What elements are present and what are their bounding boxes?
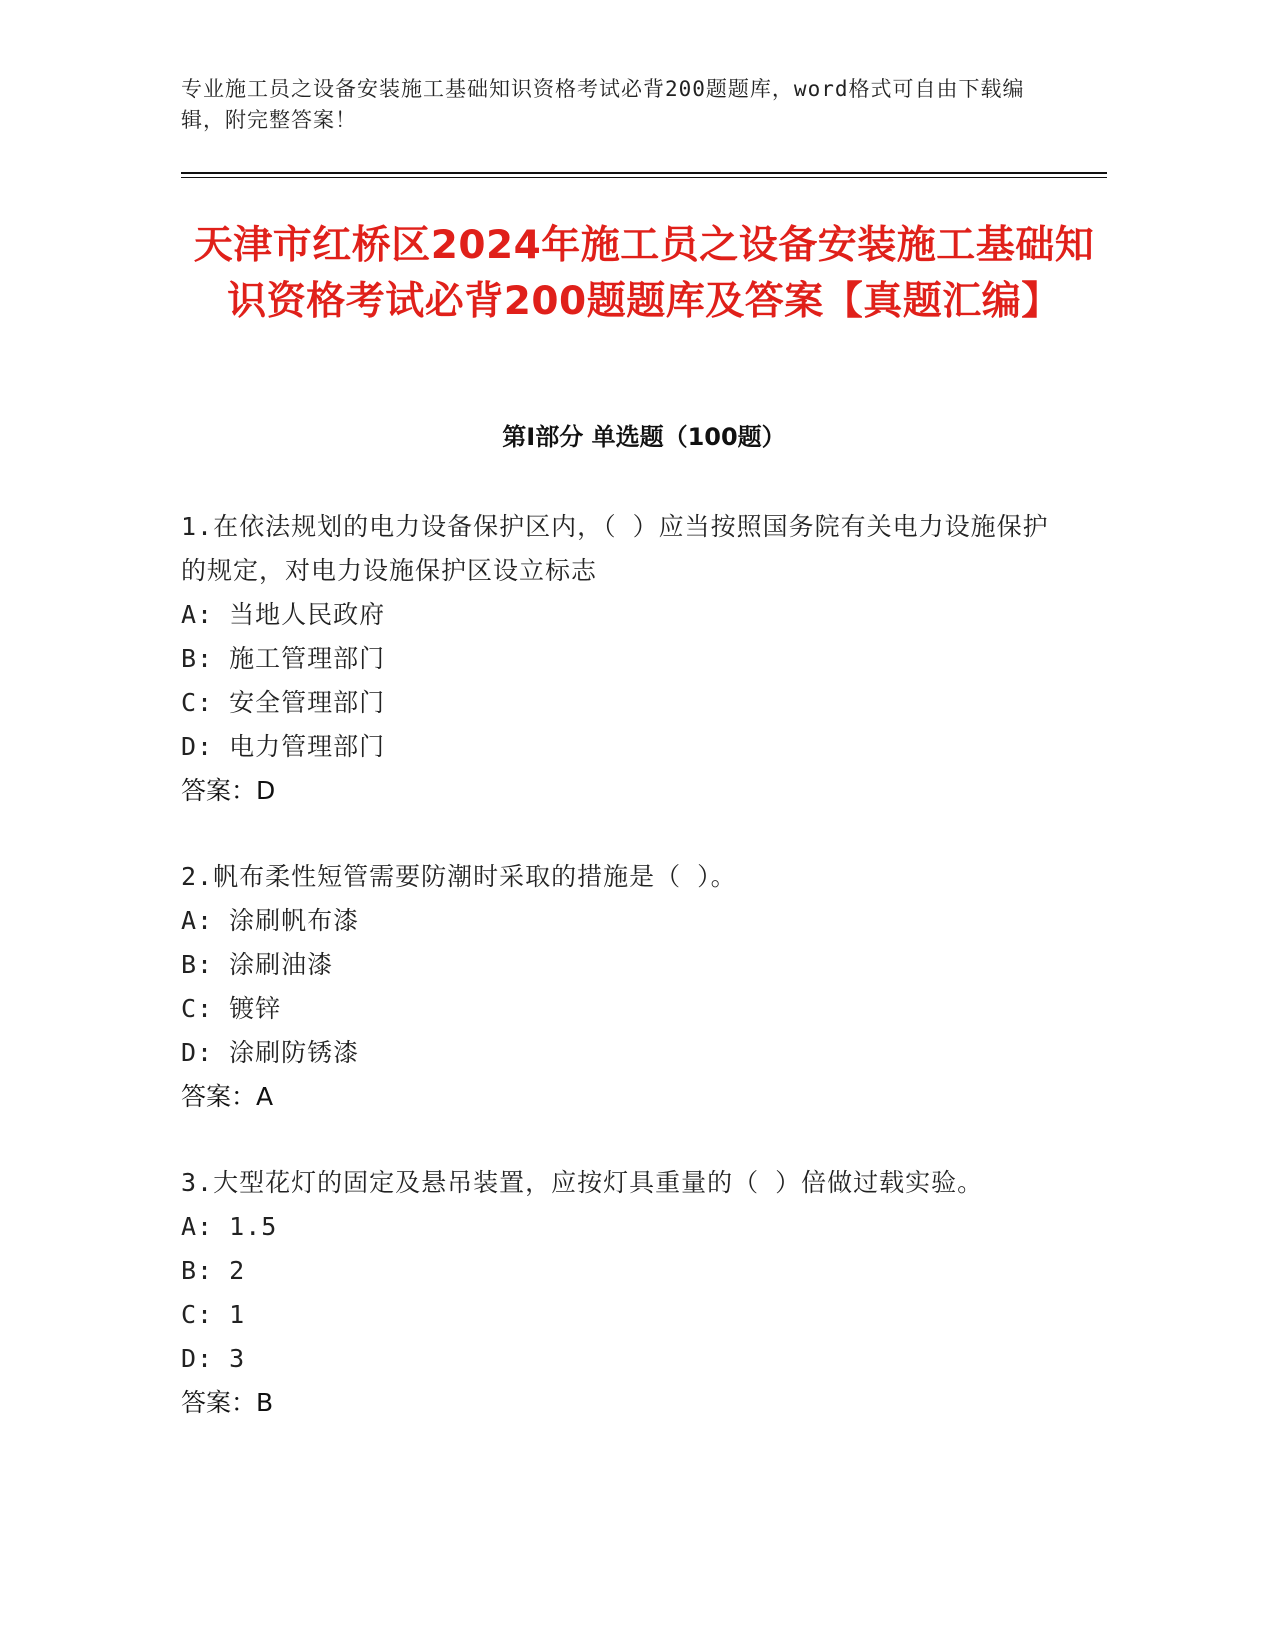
option-b: B: 2 [181, 1256, 246, 1285]
answer-line: 答案：A [181, 1082, 274, 1111]
option-d: D: 3 [181, 1344, 246, 1373]
answer-line: 答案：B [181, 1388, 274, 1417]
question-stem: 1.在依法规划的电力设备保护区内，（ ）应当按照国务院有关电力设施保护的规定，对电力设施保护区设立标志 [181, 512, 1049, 585]
question-item [181, 505, 1061, 813]
header-note: 专业施工员之设备安装施工基础知识资格考试必背200题题库，word格式可自由下载编辑，附完整答案！ [181, 77, 1025, 132]
question-list [181, 505, 1061, 1467]
option-b: B: 涂刷油漆 [181, 950, 334, 979]
answer-line: 答案：D [181, 776, 276, 805]
option-d: D: 电力管理部门 [181, 732, 386, 761]
header-divider-thin [181, 177, 1107, 178]
option-c: C: 安全管理部门 [181, 688, 386, 717]
option-c: C: 镀锌 [181, 994, 282, 1023]
option-a: A: 1.5 [181, 1212, 278, 1241]
option-a: A: 当地人民政府 [181, 600, 386, 629]
question-item [181, 1161, 1061, 1425]
option-d: D: 涂刷防锈漆 [181, 1038, 360, 1067]
option-c: C: 1 [181, 1300, 246, 1329]
question-stem: 2.帆布柔性短管需要防潮时采取的措施是（ ）。 [181, 862, 737, 891]
option-b: B: 施工管理部门 [181, 644, 386, 673]
option-a: A: 涂刷帆布漆 [181, 906, 360, 935]
document-title: 天津市红桥区2024年施工员之设备安装施工基础知识资格考试必背200题题库及答案【真题汇编】 [193, 223, 1095, 324]
header-divider-thick [181, 172, 1107, 174]
question-item [181, 855, 1061, 1119]
section-title: 第I部分 单选题（100题） [502, 423, 786, 451]
question-stem: 3.大型花灯的固定及悬吊装置，应按灯具重量的（ ）倍做过载实验。 [181, 1168, 984, 1197]
